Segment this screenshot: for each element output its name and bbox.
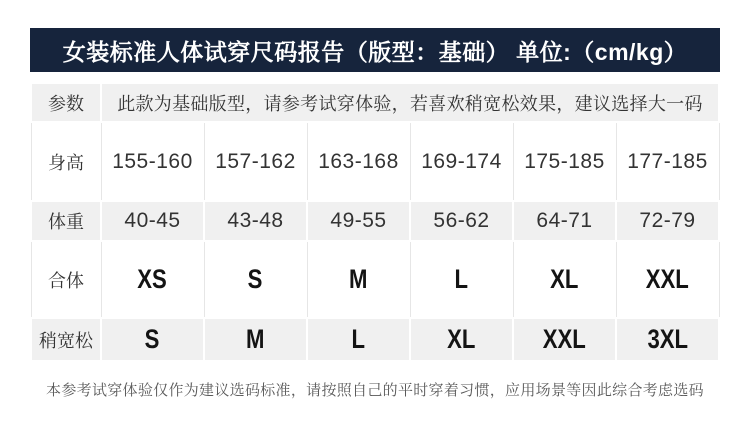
table-cell bbox=[101, 241, 204, 318]
row-label-fit: 合体 bbox=[31, 241, 101, 318]
footer-note: 本参考试穿体验仅作为建议选码标准，请按照自己的平时穿着习惯，应用场景等因此综合考虑选码 bbox=[46, 382, 704, 399]
size-value: S bbox=[248, 264, 263, 294]
table-row-loose bbox=[31, 318, 719, 361]
size-value: XL bbox=[550, 264, 579, 294]
table-cell: 175-185 bbox=[513, 122, 616, 201]
size-report-page bbox=[0, 28, 750, 400]
size-value: M bbox=[349, 264, 368, 294]
size-value: XXL bbox=[542, 324, 587, 354]
table-cell: 72-79 bbox=[616, 201, 719, 241]
table-cell: 163-168 bbox=[307, 122, 410, 201]
table-cell bbox=[410, 241, 513, 318]
note-cell: 此款为基础版型，请参考试穿体验，若喜欢稍宽松效果，建议选择大一码 bbox=[101, 83, 719, 122]
row-label-height: 身高 bbox=[31, 122, 101, 201]
table-cell bbox=[410, 318, 513, 361]
table-cell bbox=[307, 318, 410, 361]
row-label-weight: 体重 bbox=[31, 201, 101, 241]
table-cell: 43-48 bbox=[204, 201, 307, 241]
table-cell: 177-185 bbox=[616, 122, 719, 201]
table-cell bbox=[307, 241, 410, 318]
table-cell: 157-162 bbox=[204, 122, 307, 201]
table-cell: 155-160 bbox=[101, 122, 204, 201]
row-label-loose: 稍宽松 bbox=[31, 318, 101, 361]
size-chart-table bbox=[30, 82, 720, 362]
table-row-height bbox=[31, 122, 719, 201]
table-cell: 169-174 bbox=[410, 122, 513, 201]
size-value: XL bbox=[447, 324, 476, 354]
table-cell: 49-55 bbox=[307, 201, 410, 241]
table-cell bbox=[204, 241, 307, 318]
size-value: XXL bbox=[645, 264, 690, 294]
size-value: XS bbox=[137, 264, 168, 294]
table-row-weight bbox=[31, 201, 719, 241]
size-value: S bbox=[145, 324, 160, 354]
row-label-params: 参数 bbox=[31, 83, 101, 122]
table-cell bbox=[513, 318, 616, 361]
table-cell bbox=[513, 241, 616, 318]
size-value: M bbox=[246, 324, 265, 354]
table-cell: 40-45 bbox=[101, 201, 204, 241]
report-title-banner bbox=[30, 28, 720, 72]
size-value: L bbox=[454, 264, 469, 294]
table-row-fit bbox=[31, 241, 719, 318]
table-cell bbox=[204, 318, 307, 361]
table-cell bbox=[616, 241, 719, 318]
table-cell: 56-62 bbox=[410, 201, 513, 241]
table-row-note bbox=[31, 83, 719, 122]
table-cell bbox=[616, 318, 719, 361]
report-title: 女装标准人体试穿尺码报告（版型：基础） 单位:（cm/kg） bbox=[62, 38, 688, 65]
table-cell: 64-71 bbox=[513, 201, 616, 241]
size-value: 3XL bbox=[647, 324, 688, 354]
size-value: L bbox=[351, 324, 366, 354]
table-cell bbox=[101, 318, 204, 361]
